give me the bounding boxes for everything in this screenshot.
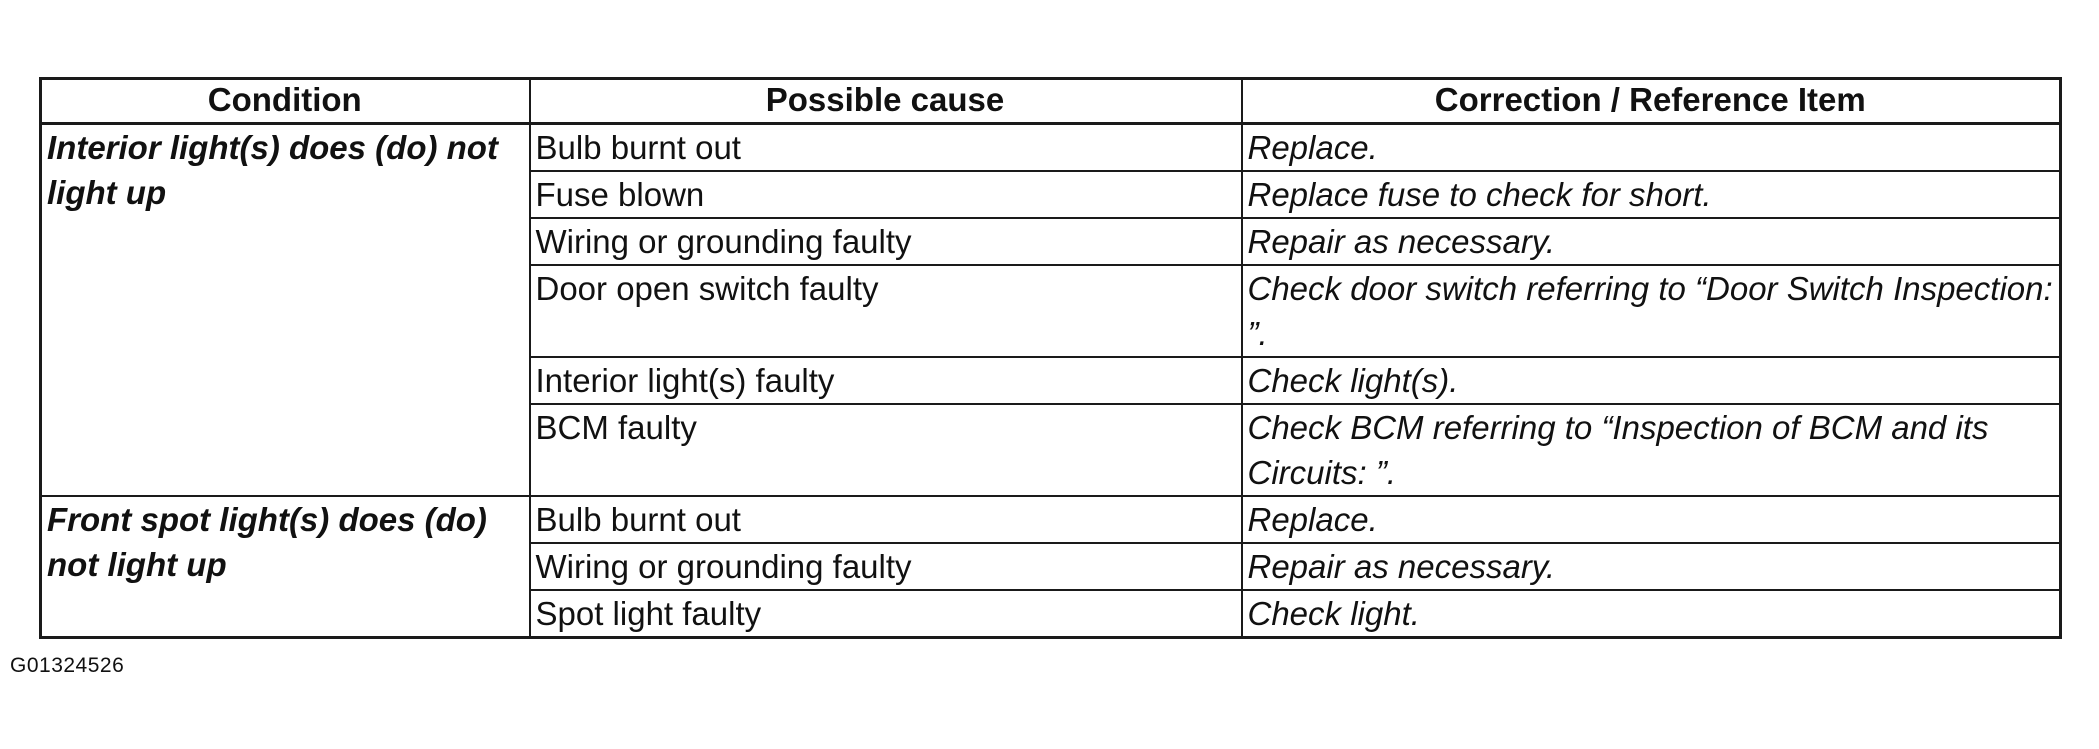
table-row (41, 496, 2061, 543)
cause-cell: Fuse blown (530, 171, 1242, 218)
correction-cell: Repair as necessary. (1242, 218, 2061, 265)
condition-cell: Interior light(s) does (do) not light up (41, 124, 530, 497)
cause-cell: Bulb burnt out (530, 496, 1242, 543)
correction-cell: Check door switch referring to “Door Switch Inspection: ”. (1242, 265, 2061, 357)
cause-cell: BCM faulty (530, 404, 1242, 496)
correction-cell: Replace. (1242, 124, 2061, 172)
cause-cell: Door open switch faulty (530, 265, 1242, 357)
header-possible-cause: Possible cause (530, 79, 1242, 124)
table-row (41, 124, 2061, 172)
cause-cell: Spot light faulty (530, 590, 1242, 638)
header-condition: Condition (41, 79, 530, 124)
cause-cell: Bulb burnt out (530, 124, 1242, 172)
condition-cell: Front spot light(s) does (do) not light up (41, 496, 530, 638)
cause-cell: Interior light(s) faulty (530, 357, 1242, 404)
correction-cell: Replace. (1242, 496, 2061, 543)
table-header-row (41, 79, 2061, 124)
correction-cell: Check light(s). (1242, 357, 2061, 404)
cause-cell: Wiring or grounding faulty (530, 543, 1242, 590)
correction-cell: Replace fuse to check for short. (1242, 171, 2061, 218)
header-correction: Correction / Reference Item (1242, 79, 2061, 124)
figure-id-label: G01324526 (10, 654, 125, 677)
cause-cell: Wiring or grounding faulty (530, 218, 1242, 265)
correction-cell: Repair as necessary. (1242, 543, 2061, 590)
correction-cell: Check light. (1242, 590, 2061, 638)
correction-cell: Check BCM referring to “Inspection of BCM and its Circuits: ”. (1242, 404, 2061, 496)
troubleshooting-table (39, 77, 2062, 639)
